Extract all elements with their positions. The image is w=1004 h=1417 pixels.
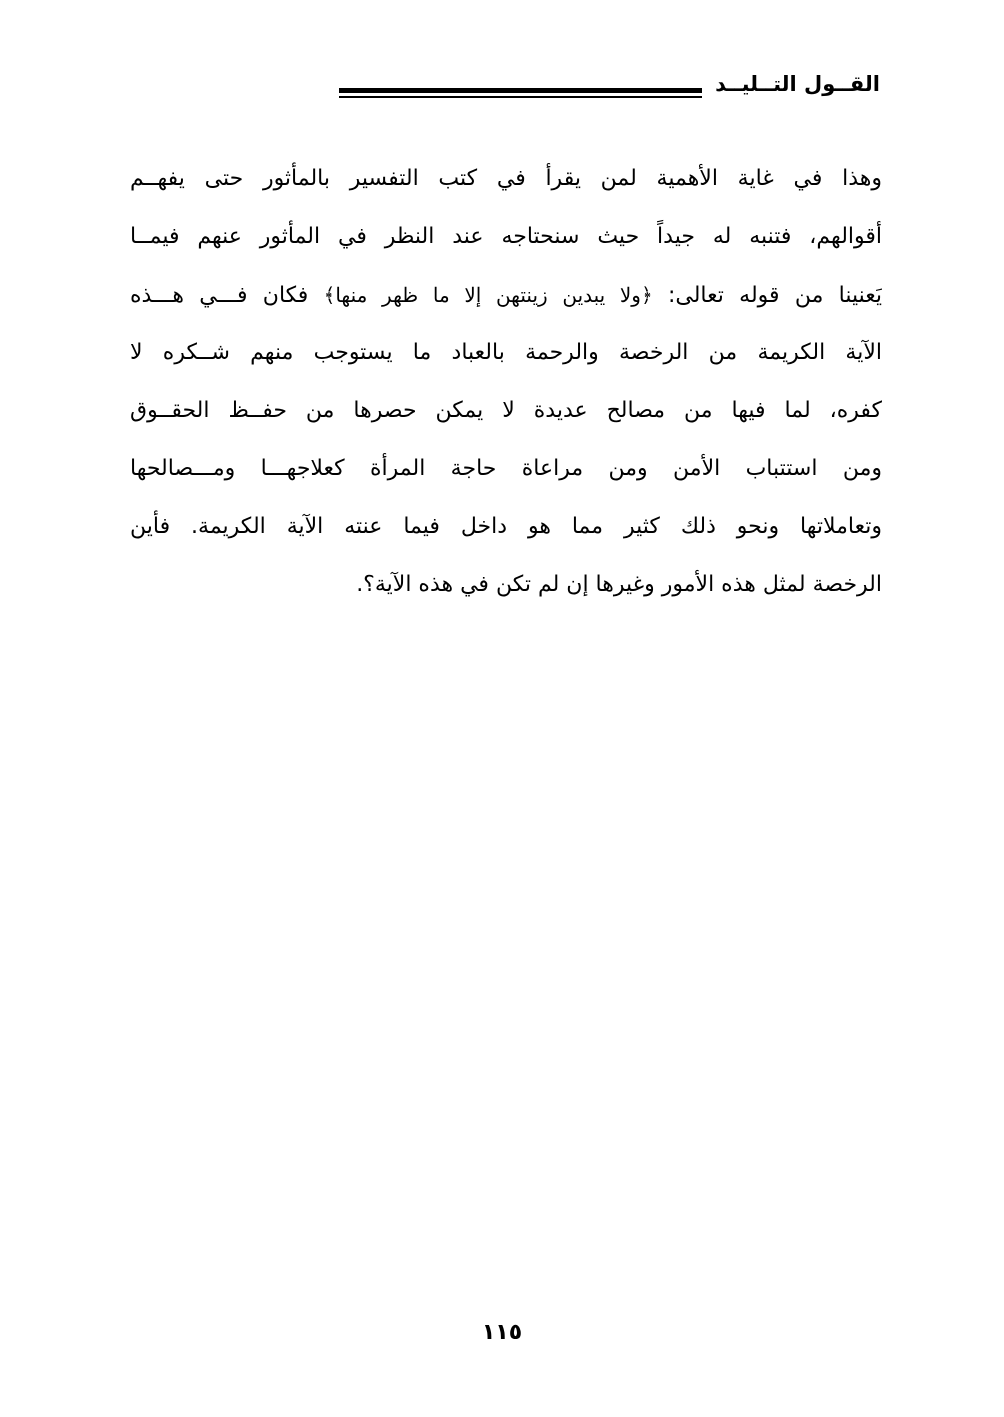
text-line-3 <box>130 266 882 324</box>
text-line-2: أقوالهم، فتنبه له جيداً حيث سنحتاجه عند النظر في المأثور عنهم فيمــا <box>130 224 882 249</box>
text-line-1: وهذا في غاية الأهمية لمن يقرأ في كتب التفسير بالمأثور حتى يفهــم <box>130 166 882 191</box>
book-title: القــول التــليــد <box>715 72 880 96</box>
text-line-8: الرخصة لمثل هذه الأمور وغيرها إن لم تكن في هذه الآية؟. <box>356 572 882 597</box>
text-line-6: ومن استتباب الأمن ومن مراعاة حاجة المرأة كعلاجهـــا ومـــصالحها <box>130 456 882 481</box>
body-text <box>130 150 882 614</box>
text-line-7: وتعاملاتها ونحو ذلك كثير مما هو داخل فيما عنته الآية الكريمة. فأين <box>130 514 882 539</box>
header-double-rule <box>339 88 702 98</box>
header-rule-thin <box>339 96 702 98</box>
text-line-4: الآية الكريمة من الرخصة والرحمة بالعباد ما يستوجب منهم شــكره لا <box>130 340 882 365</box>
text-line-5: كفره، لما فيها من مصالح عديدة لا يمكن حصرها من حفــظ الحقــوق <box>130 398 882 423</box>
running-header <box>130 68 880 108</box>
text-line-3-before: يَعنينا من قوله تعالى: <box>667 283 882 308</box>
text-line-3-after: فكان فـــي هـــذه <box>130 283 309 308</box>
quran-verse-quote: ﴿ولا يبدين زينتهن إلا ما ظهر منها﴾ <box>323 283 653 307</box>
page-number: ١١٥ <box>481 1320 523 1345</box>
header-rule-thick <box>339 88 702 93</box>
